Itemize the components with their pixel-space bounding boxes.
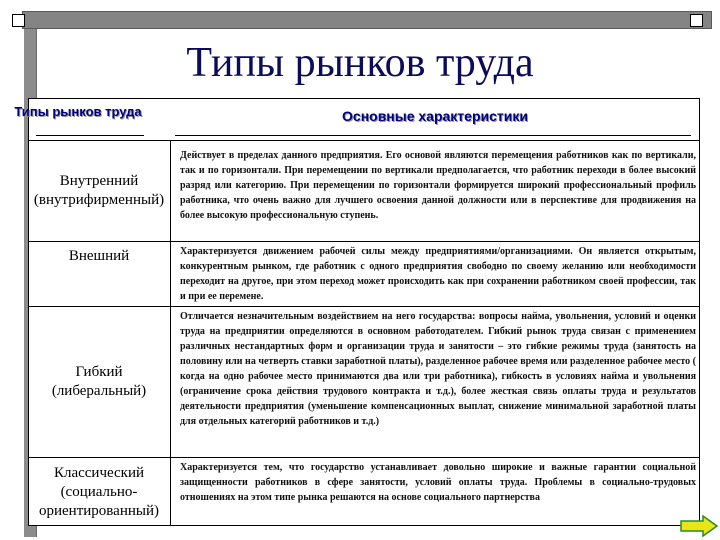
header-underline-right bbox=[175, 135, 691, 136]
top-decor-bar bbox=[22, 11, 712, 29]
row-type-label: Классический (социально-ориентированный) bbox=[39, 464, 159, 519]
decor-square-right bbox=[690, 14, 703, 27]
row-desc-internal: Действует в пределах данного предприятия. Его основой являются перемещения работников как по вертикали, так и по горизонтали. При перемещении по вертикали предполагается, что работник переходи в более высокий разряд или категорию. При перемещении по горизонтали формируется широкий профессиональный профиль работника, что очень важно для лучшего освоения данной должности или в перспективе для продвижения на более высокую профессиональную ступень. bbox=[180, 150, 696, 221]
header-underline-left bbox=[36, 135, 144, 136]
row-type-external bbox=[28, 242, 170, 270]
column-divider bbox=[170, 140, 171, 526]
slide-title: Типы рынков труда bbox=[186, 40, 534, 86]
header-characteristics: Основные характеристики bbox=[342, 108, 528, 124]
header-market-types: Типы рынков труда bbox=[14, 104, 142, 119]
row-type-label: Внутренний (внутрифирменный) bbox=[33, 173, 165, 208]
row-type-flexible bbox=[28, 307, 170, 457]
row-type-label: Гибкий (либеральный) bbox=[51, 364, 147, 399]
row-desc-classic: Характеризуется тем, что государство устанавливает довольно широкие и важные гарантии социальной защищенности работников в сфере занятости, условий оплаты труда. Проблемы в социально-трудовых отношениях на этом типе рынка решаются на основе социального партнерства bbox=[180, 462, 696, 503]
arrow-right-icon[interactable] bbox=[679, 515, 719, 537]
decor-square-left bbox=[12, 14, 25, 27]
row-desc-flexible: Отличается незначительным воздействием на него государства: вопросы найма, увольнения, условий и оценки труда на предприятии определяются в основном работодателем. Гибкий рынок труда связан с применением различных нестандартных форм и организации труда и занятости – это гибкие режимы труда (занятость на половину или на четверть ставки заработной платы), разделенное рабочее время или разделенное рабочее место ( когда на одно рабочее место принимаются два или три работника), гибкость в условиях найма и увольнения (ограничение срока действия трудового контракта и т.д.), более жесткая связь оплаты труда и результатов деятельности предприятия (уменьшение компенсационных выплат, снижение минимальной заработной платы для отдельных категорий работников и т.д.) bbox=[180, 311, 696, 427]
row-desc-external: Характеризуется движением рабочей силы между предприятиями/организациями. Он является открытым, конкурентным рынком, где работник с одного предприятия свободно по своему желанию или необходимости переходит на другое, при этом переход может происходить как при сохранении работником своей профессии, так и при ее перемене. bbox=[180, 246, 696, 302]
row-type-internal bbox=[28, 141, 170, 241]
row-type-label: Внешний bbox=[68, 247, 130, 264]
row-type-classic bbox=[28, 458, 170, 526]
